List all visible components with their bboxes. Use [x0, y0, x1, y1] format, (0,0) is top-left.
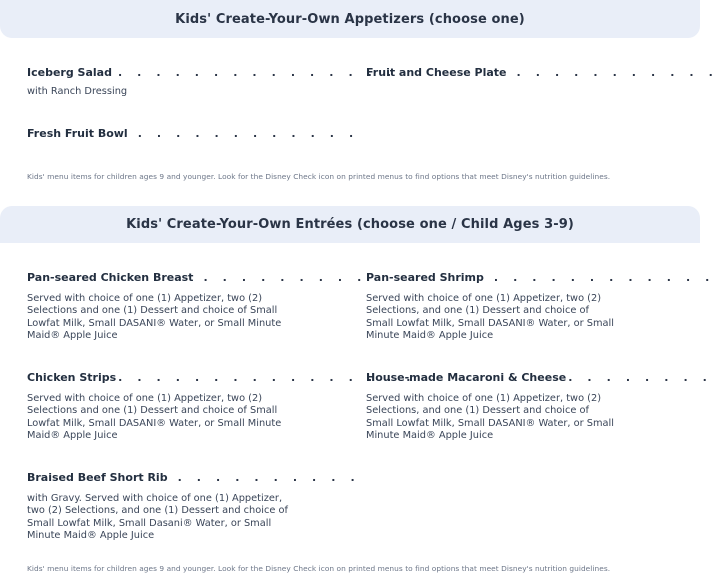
item-leader-dots: . . . . . . . . . . — [177, 471, 361, 484]
entrees-section-header: Kids' Create-Your-Own Entrées (choose one / Child Ages 3-9) — [0, 206, 700, 243]
menu-item-iceberg-salad — [27, 66, 397, 98]
item-name: House-made Macaroni & Cheese — [366, 371, 567, 384]
entrees-footnote: Kids' menu items for children ages 9 and younger. Look for the Disney Check icon on printed menus to find options that meet Disney's nutrition guidelines. — [27, 564, 611, 573]
item-description: Served with choice of one (1) Appetizer, two (2) Selections and one (1) Dessert and choice of Small Lowfat Milk, Small DASANI® Water, or Small Minute Maid® Apple Juice — [27, 393, 282, 442]
menu-item-braised-beef-short-rib — [27, 471, 361, 543]
menu-item-house-made-macaroni-and-cheese — [366, 371, 713, 443]
menu-item-chicken-strips — [27, 371, 417, 443]
item-leader-dots: . . . . . . . . . . . . — [137, 127, 359, 140]
item-leader-dots: . . . . . . . . . . . . — [493, 271, 715, 284]
item-leader-dots: . . . . . . . . — [568, 371, 713, 384]
item-description: Served with choice of one (1) Appetizer, two (2) Selections, and one (1) Dessert and choice of Small Lowfat Milk, Small DASANI® Water, or Small Minute Maid® Apple Juice — [366, 393, 614, 442]
item-name: Chicken Strips — [27, 371, 117, 384]
item-description: Served with choice of one (1) Appetizer, two (2) Selections, and one (1) Dessert and choice of Small Lowfat Milk, Small DASANI® Water, or Small Minute Maid® Apple Juice — [366, 293, 614, 342]
item-name: Pan-seared Chicken Breast — [27, 271, 194, 284]
item-name: Iceberg Salad — [27, 66, 112, 79]
item-leader-dots: . . . . . . . . . — [203, 271, 367, 284]
appetizers-section-header: Kids' Create-Your-Own Appetizers (choose one) — [0, 0, 700, 38]
item-description: with Gravy. Served with choice of one (1) Appetizer, two (2) Selections, and one (1) Dessert and choice of Small Lowfat Milk, Small Dasani® Water, or Small Minute Maid® Apple Juice — [27, 493, 288, 542]
item-name: Fresh Fruit Bowl — [27, 127, 128, 140]
item-leader-dots: . . . . . . . . . . . . . . . . — [118, 371, 417, 384]
menu-item-pan-seared-chicken-breast — [27, 271, 367, 343]
item-leader-dots: . . . . . . . . . . . . . . . — [117, 66, 397, 79]
menu-item-fruit-and-cheese-plate — [366, 66, 718, 80]
appetizers-footnote: Kids' menu items for children ages 9 and younger. Look for the Disney Check icon on printed menus to find options that meet Disney's nutrition guidelines. — [27, 172, 611, 181]
item-leader-dots: . . . . . . . . . . . — [516, 66, 718, 79]
item-description: Served with choice of one (1) Appetizer, two (2) Selections and one (1) Dessert and choice of Small Lowfat Milk, Small DASANI® Water, or Small Minute Maid® Apple Juice — [27, 293, 282, 342]
item-description: with Ranch Dressing — [27, 86, 128, 97]
menu-item-fresh-fruit-bowl — [27, 127, 359, 141]
item-name: Braised Beef Short Rib — [27, 471, 168, 484]
menu-item-pan-seared-shrimp — [366, 271, 715, 343]
item-name: Fruit and Cheese Plate — [366, 66, 507, 79]
item-name: Pan-seared Shrimp — [366, 271, 484, 284]
